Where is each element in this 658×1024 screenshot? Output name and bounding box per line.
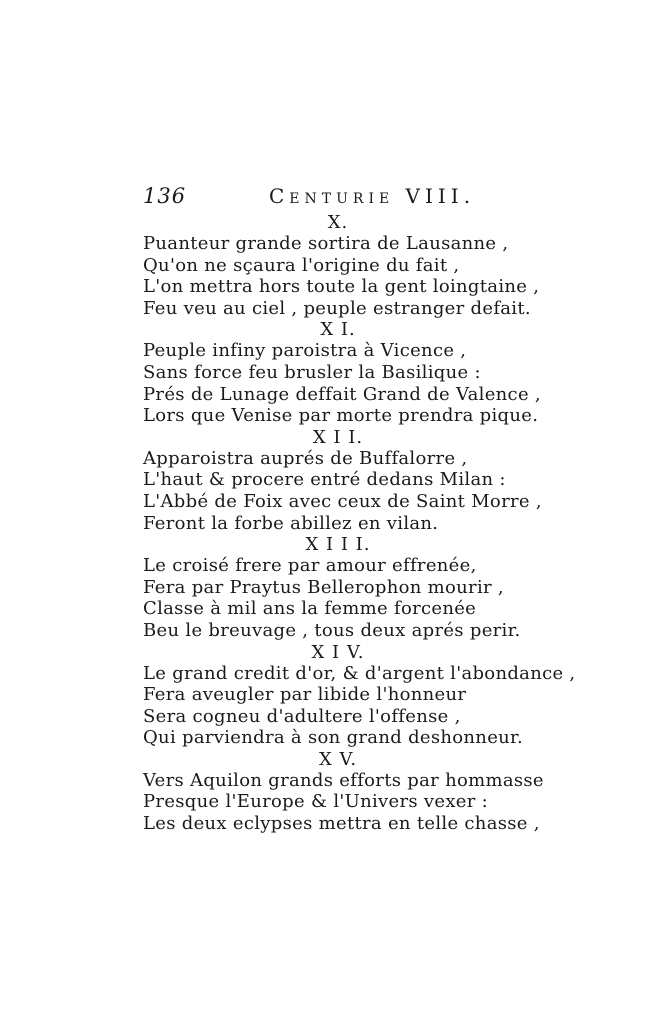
verse-line: Feu veu au ciel , peuple estranger defait. bbox=[143, 297, 531, 319]
quatrain-number: X I I. bbox=[312, 426, 364, 448]
quatrain bbox=[143, 319, 541, 427]
verse-line: Fera aveugler par libide l'honneur bbox=[143, 684, 467, 706]
quatrain-number: X I V. bbox=[311, 641, 365, 663]
verse-line: Puanteur grande sortira de Lausanne , bbox=[143, 233, 509, 254]
verse-line: Feront la forbe abillez en vilan. bbox=[143, 512, 439, 534]
verse-line: Fera par Praytus Bellerophon mourir , bbox=[143, 576, 504, 598]
quatrain-number: X V. bbox=[318, 748, 358, 770]
quatrain bbox=[143, 748, 544, 835]
verse-line: Classe à mil ans la femme forcenée bbox=[143, 598, 477, 620]
quatrain bbox=[143, 426, 542, 534]
verse-line: Apparoistra auprés de Buffalorre , bbox=[143, 447, 468, 469]
verse-line: Sans force feu brusler la Basilique : bbox=[143, 361, 481, 383]
verse-line: L'Abbé de Foix avec ceux de Saint Morre , bbox=[143, 490, 542, 512]
quatrain bbox=[143, 641, 576, 749]
page-number: 136 bbox=[143, 184, 187, 208]
verse-line: Les deux eclypses mettra en telle chasse , bbox=[143, 813, 540, 835]
verse-line: L'on mettra hors toute la gent loingtaine , bbox=[143, 276, 540, 298]
quatrain bbox=[143, 212, 540, 319]
verse-line: Vers Aquilon grands efforts par hommasse bbox=[143, 769, 544, 791]
quatrain bbox=[143, 534, 523, 641]
verse-line: Peuple infiny paroistra à Vicence , bbox=[143, 340, 467, 362]
quatrain-number: X I. bbox=[320, 319, 356, 341]
verse-line: Le grand credit d'or, & d'argent l'abondance , bbox=[143, 662, 576, 684]
verse-line: L'haut & procere entré dedans Milan : bbox=[143, 469, 506, 491]
running-head: Centurie VIII. bbox=[269, 184, 476, 208]
verse-line: Qu'on ne sçaura l'origine du fait , bbox=[143, 254, 460, 276]
verse-line: Le croisé frere par amour effrenée, bbox=[143, 555, 477, 577]
verse-line: Sera cogneu d'adultere l'offense , bbox=[143, 705, 461, 727]
quatrain-number: X. bbox=[327, 212, 349, 233]
quatrain-number: X I I I. bbox=[305, 534, 371, 556]
verse-line: Lors que Venise par morte prendra pique. bbox=[143, 405, 539, 427]
verse-line: Prés de Lunage deffait Grand de Valence , bbox=[143, 383, 541, 405]
verse-line: Presque l'Europe & l'Univers vexer : bbox=[143, 791, 489, 813]
verse-line: Qui parviendra à son grand deshonneur. bbox=[143, 727, 523, 749]
verse-line: Beu le breuvage , tous deux aprés perir. bbox=[143, 619, 521, 641]
text-block bbox=[143, 212, 576, 835]
page-header bbox=[143, 184, 476, 210]
